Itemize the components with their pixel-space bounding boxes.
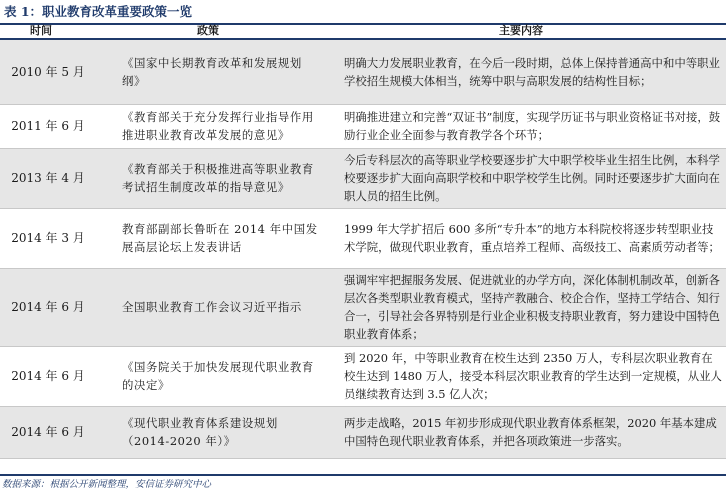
row-content: 明确推进建立和完善“双证书”制度，实现学历证书与职业资格证书对接，鼓励行业企业全面参与教育教学各个环节； bbox=[334, 104, 726, 148]
row-time: 2011 年 6 月 bbox=[0, 104, 96, 148]
policy-table bbox=[0, 40, 726, 459]
row-time: 2014 年 6 月 bbox=[0, 268, 96, 346]
table-row bbox=[0, 104, 726, 148]
row-content: 两步走战略，2015 年初步形成现代职业教育体系框架，2020 年基本建成中国特色现代职业教育体系，并把各项政策进一步落实。 bbox=[334, 406, 726, 458]
row-time: 2014 年 6 月 bbox=[0, 346, 96, 406]
row-content: 强调牢牢把握服务发展、促进就业的办学方向，深化体制机制改革，创新各层次各类型职业教育模式，坚持产教融合、校企合作，坚持工学结合、知行合一，引导社会各界特别是行业企业积极支持职业教育，努力建设中国特色职业教育体系； bbox=[334, 268, 726, 346]
row-content: 今后专科层次的高等职业学校要逐步扩大中职学校毕业生招生比例，本科学校要逐步扩大面向高职学校和中职学校学生比例。同时还要逐步扩大面向在职人员的招生比例。 bbox=[334, 148, 726, 208]
table-bottom-rule bbox=[0, 474, 726, 476]
table-row bbox=[0, 406, 726, 458]
row-content: 1999 年大学扩招后 600 多所“专升本”的地方本科院校将逐步转型职业技术学院，做现代职业教育，重点培养工程师、高级技工、高素质劳动者等； bbox=[334, 208, 726, 268]
header-time: 时间 bbox=[30, 24, 52, 37]
header-content: 主要内容 bbox=[499, 24, 543, 37]
source-note: 数据来源：根据公开新闻整理，安信证券研究中心 bbox=[2, 479, 212, 490]
row-policy: 《国家中长期教育改革和发展规划纲》 bbox=[96, 40, 334, 104]
row-time: 2013 年 4 月 bbox=[0, 148, 96, 208]
row-time: 2014 年 3 月 bbox=[0, 208, 96, 268]
row-policy: 《国务院关于加快发展现代职业教育的决定》 bbox=[96, 346, 334, 406]
table-row bbox=[0, 208, 726, 268]
row-content: 到 2020 年，中等职业教育在校生达到 2350 万人，专科层次职业教育在校生达到 1480 万人，接受本科层次职业教育的学生达到一定规模，从业人员继续教育达到 3.5 亿人次； bbox=[334, 346, 726, 406]
row-policy: 全国职业教育工作会议习近平指示 bbox=[96, 268, 334, 346]
row-content: 明确大力发展职业教育，在今后一段时期，总体上保持普通高中和中等职业学校招生规模大体相当，统筹中职与高职发展的结构性目标； bbox=[334, 40, 726, 104]
row-policy: 《教育部关于积极推进高等职业教育考试招生制度改革的指导意见》 bbox=[96, 148, 334, 208]
row-time: 2010 年 5 月 bbox=[0, 40, 96, 104]
row-policy: 教育部副部长鲁昕在 2014 年中国发展高层论坛上发表讲话 bbox=[96, 208, 334, 268]
table-row bbox=[0, 148, 726, 208]
row-policy: 《教育部关于充分发挥行业指导作用推进职业教育改革发展的意见》 bbox=[96, 104, 334, 148]
table-row bbox=[0, 268, 726, 346]
row-policy: 《现代职业教育体系建设规划（2014-2020 年）》 bbox=[96, 406, 334, 458]
table-header bbox=[0, 25, 726, 37]
header-policy: 政策 bbox=[197, 24, 219, 37]
table-row bbox=[0, 346, 726, 406]
table-caption: 表 1：职业教育改革重要政策一览 bbox=[4, 4, 193, 19]
row-time: 2014 年 6 月 bbox=[0, 406, 96, 458]
table-row bbox=[0, 40, 726, 104]
